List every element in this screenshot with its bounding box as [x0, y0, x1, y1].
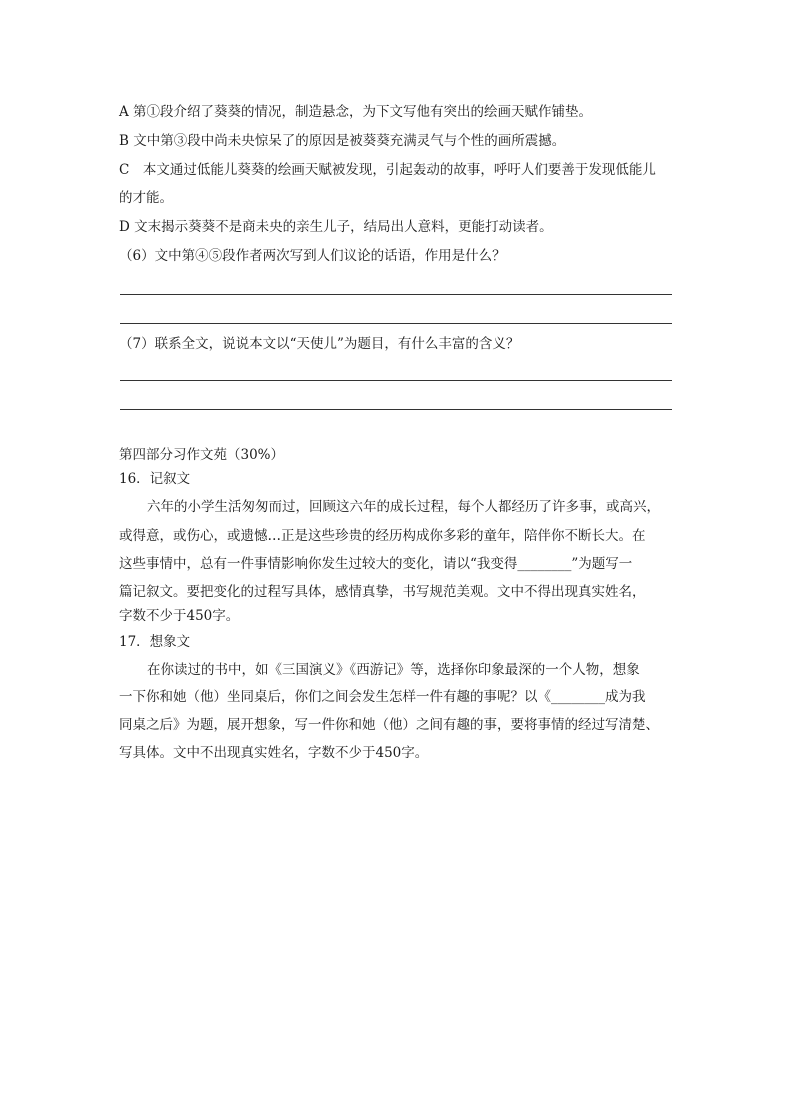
choice-c-line-1: C 本文通过低能儿葵葵的绘画天赋被发现，引起轰动的故事，呼吁人们要善于发现低能儿 [119, 162, 656, 178]
item-17-text-line: 一下你和她（他）坐同桌后，你们之间会发生怎样一件有趣的事呢？以《________成为我 [119, 689, 646, 705]
answer-line [120, 294, 672, 295]
question-7: （7）联系全文，说说本文以“天使儿”为题目，有什么丰富的含义？ [119, 336, 520, 352]
item-17-title: 17．想象文 [119, 634, 191, 650]
item-16-text-line: 字数不少于450字。 [119, 608, 240, 624]
answer-line [120, 323, 672, 324]
section-heading: 第四部分习作文苑（30%） [119, 447, 285, 463]
choice-a: A 第①段介绍了葵葵的情况，制造悬念，为下文写他有突出的绘画天赋作铺垫。 [119, 104, 593, 120]
choice-d: D 文末揭示葵葵不是商未央的亲生儿子，结局出人意料，更能打动读者。 [119, 219, 553, 235]
item-16-text-line: 这些事情中，总有一件事情影响你发生过较大的变化，请以“我变得________”为题写一 [119, 556, 633, 572]
choice-c-line-2: 的才能。 [119, 190, 173, 206]
item-16-text-line: 或得意，或伤心，或遗憾…正是这些珍贵的经历构成你多彩的童年，陪伴你不断长大。在 [119, 528, 646, 544]
item-17-text-line: 同桌之后》为题，展开想象，写一件你和她（他）之间有趣的事，要将事情的经过写清楚、 [119, 717, 659, 733]
answer-line [120, 380, 672, 381]
item-16-text-line: 篇记叙文。要把变化的过程写具体，感情真挚，书写规范美观。文中不得出现真实姓名， [119, 584, 646, 600]
item-16-text-line: 六年的小学生活匆匆而过，回顾这六年的成长过程，每个人都经历了许多事，或高兴， [147, 499, 660, 515]
item-17-text-line: 写具体。文中不出现真实姓名，字数不少于450字。 [119, 745, 429, 761]
choice-b: B 文中第③段中尚未央惊呆了的原因是被葵葵充满灵气与个性的画所震撼。 [119, 133, 566, 149]
question-6: （6）文中第④⑤段作者两次写到人们议论的话语，作用是什么？ [119, 248, 506, 264]
answer-line [120, 409, 672, 410]
item-16-title: 16．记叙文 [119, 471, 191, 487]
item-17-text-line: 在你读过的书中，如《三国演义》《西游记》等，选择你印象最深的一个人物，想象 [147, 662, 640, 678]
